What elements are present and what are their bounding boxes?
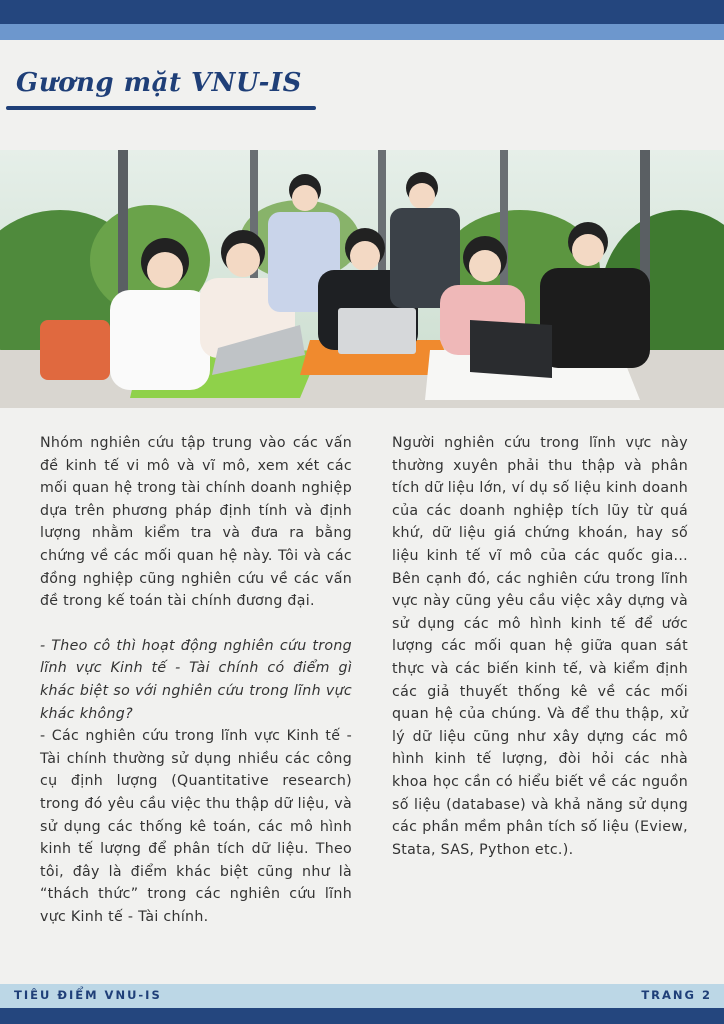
top-band-dark — [0, 0, 724, 24]
footer-section-name: TIÊU ĐIỂM VNU-IS — [14, 988, 162, 1002]
page-number: TRANG 2 — [641, 988, 712, 1002]
bottom-band — [0, 1008, 724, 1024]
answer-continued-paragraph: Người nghiên cứu trong lĩnh vực này thường xuyên phải thu thập và phân tích dữ liệu lớn, ví dụ số liệu kinh doanh của các doanh nghiệp tích lũy từ quá khứ, dữ liệu giá chứng khoán, hay số liệu kinh tế vĩ mô của các quốc gia... Bên cạnh đó, các nghiên cứu trong lĩnh vực này cũng yêu cầu việc xây dựng và sử dụng các mô hình kinh tế để ước lượng các mối quan hệ giữa quan sát thực và các biến kinh tế, và kiểm định các giả thuyết thống kê về các mối quan hệ của chúng. Và để thu thập, xử lý dữ liệu cũng như xây dựng các mô hình kinh tế lượng, đòi hỏi các nhà khoa học cần có hiểu biết về các nguồn số liệu (database) và khả năng sử dụng các phần mềm phân tích số liệu (Eview, Stata, SAS, Python etc.). — [392, 435, 688, 858]
intro-paragraph: Nhóm nghiên cứu tập trung vào các vấn đề kinh tế vi mô và vĩ mô, xem xét các mối quan hệ trong tài chính doanh nghiệp dựa trên phương pháp định tính và định lượng nhằm kiểm tra và đưa ra bằng chứng về các mối quan hệ này. Tôi và các đồng nghiệp cũng nghiên cứu về các vấn đề trong kế toán tài chính đương đại. — [40, 435, 352, 610]
right-column — [392, 432, 688, 861]
footer-band — [0, 984, 724, 1008]
group-photo — [0, 150, 724, 408]
top-band-light — [0, 24, 724, 40]
page-title: Gương mặt VNU-IS — [16, 68, 302, 98]
interview-answer: - Các nghiên cứu trong lĩnh vực Kinh tế - Tài chính thường sử dụng nhiều các công cụ định lượng (Quantitative research) trong đó yêu cầu việc thu thập dữ liệu, và sử dụng các thống kê toán, các mô hình kinh tế lượng để phân tích dữ liệu. Theo tôi, đây là điểm khác biệt cũng như là “thách thức” trong các nghiên cứu lĩnh vực Kinh tế - Tài chính. — [40, 728, 352, 925]
interview-question: - Theo cô thì hoạt động nghiên cứu trong lĩnh vực Kinh tế - Tài chính có điểm gì khác biệt so với nghiên cứu trong lĩnh vực khác không? — [40, 637, 352, 722]
title-underline — [6, 106, 316, 110]
left-column — [40, 432, 352, 928]
